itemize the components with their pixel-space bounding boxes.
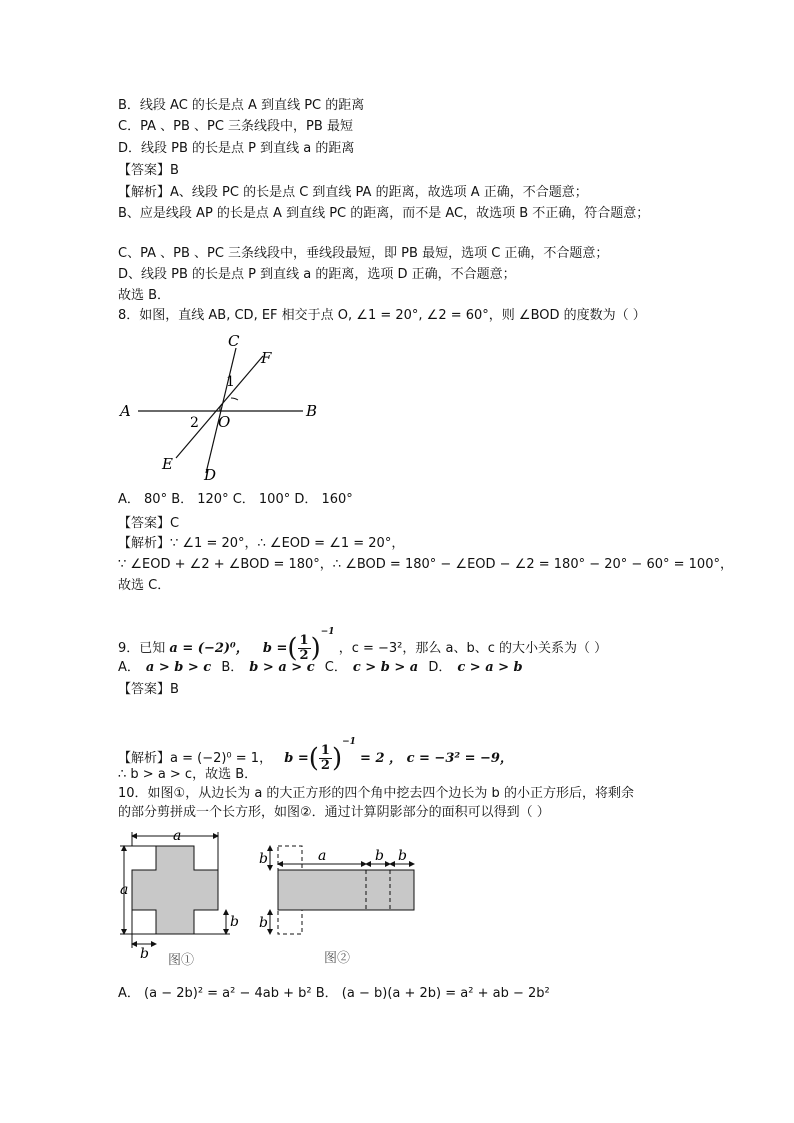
q9-suffix: ，c = −3²，那么 a、b、c 的大小关系为（ ） (338, 641, 608, 656)
analysis-9: 【解析】a = (−2)⁰ = 1， b =( $\frac{1}{2}$ )$^{-1}$ = 2 ， c = −3² = −9， (118, 737, 513, 774)
fig10-label-b-rect-1: b (375, 848, 384, 864)
fig10-caption-1: 图① (168, 953, 195, 968)
analysis-7-d: D、线段 PB 的长是点 P 到直线 a 的距离，选项 D 正确，不合题意； (118, 267, 516, 282)
answer-7: 【答案】B (118, 163, 179, 178)
fig10-label-b-rect-3: b (259, 851, 268, 867)
fig10-rectangle (278, 870, 414, 910)
fig8-label-2: 2 (190, 415, 199, 431)
options-9: A． a > b > c B． b > a > c C． c > b > a D． c > a > b (118, 660, 523, 675)
fig10-label-b-right: b (230, 914, 239, 930)
conclusion-8: 故选 C． (118, 578, 171, 593)
answer-8: 【答案】C (118, 516, 180, 531)
fig8-label-o: O (218, 413, 231, 431)
analysis-8-a: 【解析】∵ ∠1 = 20°，∴ ∠EOD = ∠1 = 20°， (118, 536, 405, 551)
fig10-label-a-rect: a (318, 848, 327, 864)
fig10-caption-2: 图② (324, 951, 351, 966)
analysis-8-b: ∵ ∠EOD + ∠2 + ∠BOD = 180°，∴ ∠BOD = 180° − ∠EOD − ∠2 = 180° − 20° − 60° = 100°， (118, 557, 733, 572)
analysis-7-a: 【解析】A、线段 PC 的长是点 C 到直线 PA 的距离，故选项 A 正确，不合题意； (118, 185, 588, 200)
fig8-label-b: B (306, 402, 318, 420)
question-9: 9．已知 a = (−2)⁰， b =( $\frac{1}{2}$ )$^{-1}$ ，c = −3²，那么 a、b、c 的大小关系为（ ） (118, 627, 608, 664)
fig8-label-a: A (120, 402, 131, 420)
fig8-label-1: 1 (226, 374, 235, 390)
question-8: 8．如图，直线 AB, CD, EF 相交于点 O, ∠1 = 20°, ∠2 = 60°，则 ∠BOD 的度数为（ ） (118, 308, 646, 323)
fig10-label-a-top: a (173, 828, 182, 844)
fig8-label-f: F (261, 349, 272, 367)
fig10-cross-shape (132, 846, 218, 934)
question-10-a: 10．如图①，从边长为 a 的大正方形的四个角中挖去四个边长为 b 的小正方形后，将剩余 (118, 786, 634, 801)
option-d-line: D．线段 PB 的长是点 P 到直线 a 的距离 (118, 141, 355, 156)
conclusion-9: ∴ b > a > c，故选 B． (118, 767, 258, 782)
options-8: A． 80° B． 120° C． 100° D． 160° (118, 492, 353, 507)
fig8-label-d: D (204, 466, 217, 484)
fig10-label-b-rect-4: b (259, 915, 268, 931)
figure-10 (118, 826, 428, 972)
fig8-label-e: E (162, 455, 173, 473)
figure-8-lines (118, 328, 328, 484)
q9-b-label: b = (262, 641, 288, 656)
q9-prefix: 9．已知 (118, 641, 166, 656)
fig10-label-b-bottom: b (140, 946, 149, 962)
analysis-7-b: B、应是线段 AP 的长是点 A 到直线 PC 的距离，而不是 AC，故选项 B 不正确，符合题意； (118, 206, 650, 221)
fig10-label-b-rect-2: b (398, 848, 407, 864)
option-b-line: B．线段 AC 的长是点 A 到直线 PC 的距离 (118, 98, 365, 113)
analysis-7-c: C、PA 、PB 、PC 三条线段中，垂线段最短，即 PB 最短，选项 C 正确，不合题意； (118, 246, 609, 261)
q9-fraction: $\frac{1}{2}$ (299, 633, 309, 663)
question-10-b: 的部分剪拼成一个长方形，如图②．通过计算阴影部分的面积可以得到（ ） (118, 805, 550, 820)
conclusion-7: 故选 B． (118, 288, 171, 303)
fig10-label-a-left: a (120, 882, 129, 898)
option-c-line: C．PA 、PB 、PC 三条线段中，PB 最短 (118, 119, 353, 134)
fig8-label-c: C (228, 332, 240, 350)
answer-9: 【答案】B (118, 682, 179, 697)
options-10: A． (a − 2b)² = a² − 4ab + b² B． (a − b)(a + 2b) = a² + ab − 2b² (118, 986, 550, 1001)
q9-a-expr: a = (−2)⁰， (169, 641, 249, 656)
